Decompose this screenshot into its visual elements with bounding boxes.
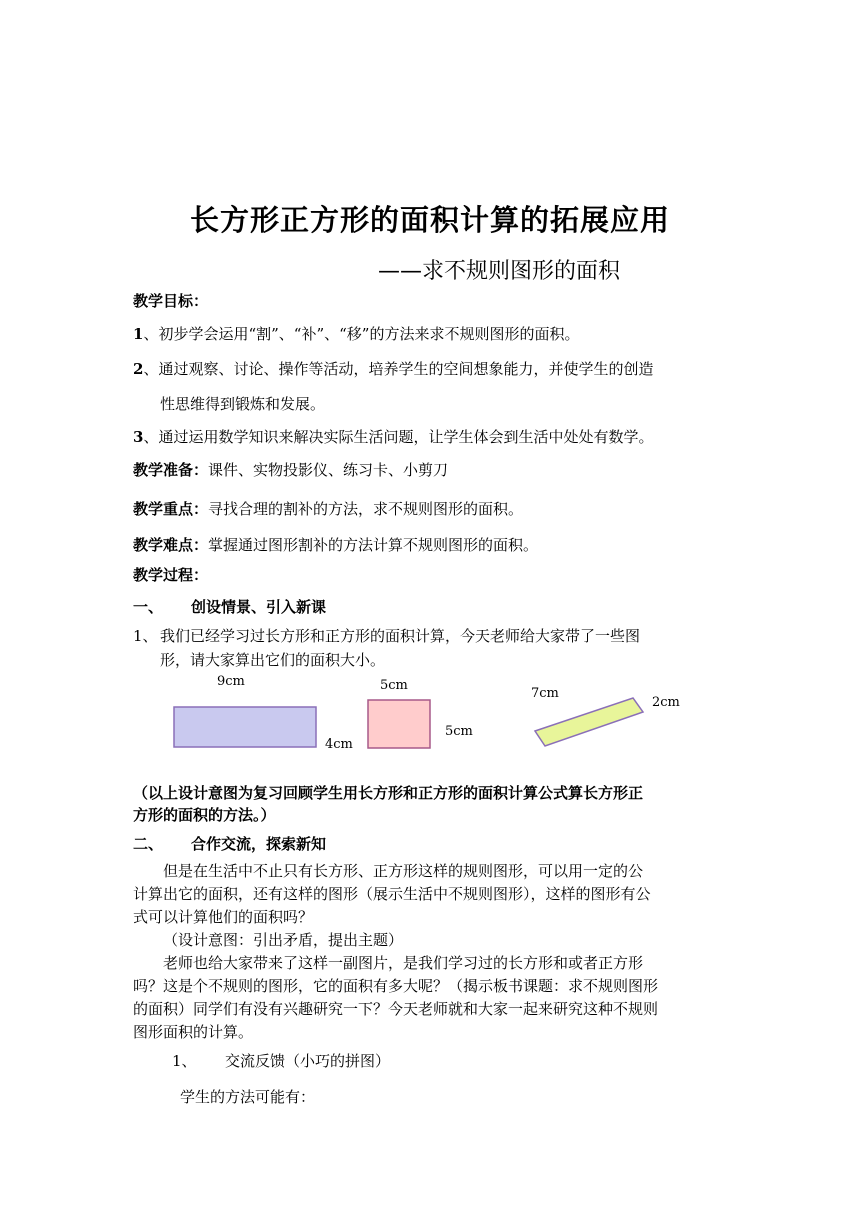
paragraph-1-line: 式可以计算他们的面积吗？ xyxy=(133,908,314,926)
design-note-1-continued: 方形的面积的方法。） xyxy=(133,806,276,824)
prep-text: 课件、实物投影仪、练习卡、小剪刀 xyxy=(208,461,449,479)
methods-line: 学生的方法可能有： xyxy=(180,1088,316,1106)
page-title: 长方形正方形的面积计算的拓展应用 xyxy=(189,203,670,237)
goals-heading: 教学目标： xyxy=(133,292,209,310)
paragraph-2-line: 的面积）同学们有没有兴趣研究一下？今天老师就和大家一起来研究这种不规则 xyxy=(133,1000,659,1018)
section1-item-number: 1、 xyxy=(133,627,158,645)
key-text: 寻找合理的割补的方法，求不规则图形的面积。 xyxy=(208,500,524,518)
section1-number: 一、 xyxy=(133,598,164,616)
section2-number: 二、 xyxy=(133,835,164,853)
goal-text: 、初步学会运用“割”、“补”、“移”的方法来求不规则图形的面积。 xyxy=(143,325,580,343)
subsection-title: 交流反馈（小巧的拼图） xyxy=(225,1052,391,1070)
rectangle-shape xyxy=(174,707,316,747)
process-heading: 教学过程： xyxy=(133,566,209,584)
paragraph-1-line: 但是在生活中不止只有长方形、正方形这样的规则图形，可以用一定的公 xyxy=(163,862,644,880)
page-subtitle: ——求不规则图形的面积 xyxy=(378,259,621,284)
paragraph-2-line: 图形面积的计算。 xyxy=(133,1023,254,1041)
parallelogram-height-label: 2cm xyxy=(652,695,680,710)
parallelogram-width-label: 7cm xyxy=(531,686,559,701)
key-label: 教学重点： xyxy=(133,500,209,518)
goal-text: 、通过运用数学知识来解决实际生活问题，让学生体会到生活中处处有数学。 xyxy=(143,428,654,446)
section1-item-text: 我们已经学习过长方形和正方形的面积计算，今天老师给大家带了一些图 xyxy=(160,627,641,645)
goal-item-2-continued: 性思维得到锻炼和发展。 xyxy=(160,395,326,413)
section2-title: 合作交流，探索新知 xyxy=(191,835,327,853)
section1-title: 创设情景、引入新课 xyxy=(191,598,327,616)
goal-number: 3 xyxy=(133,428,144,446)
rectangle-width-label: 9cm xyxy=(217,674,245,689)
section1-item-text-continued: 形，请大家算出它们的面积大小。 xyxy=(160,651,386,669)
paragraph-1-line: 计算出它的面积，还有这样的图形（展示生活中不规则图形），这样的图形有公 xyxy=(133,885,651,903)
paragraph-2-line: 吗？这是个不规则的图形，它的面积有多大呢？（揭示板书课题：求不规则图形 xyxy=(133,977,659,995)
subsection-number: 1、 xyxy=(172,1052,197,1070)
rectangle-height-label: 4cm xyxy=(325,737,353,752)
square-shape xyxy=(368,700,430,748)
goal-text: 、通过观察、讨论、操作等活动，培养学生的空间想象能力，并使学生的创造 xyxy=(143,360,654,378)
parallelogram-shape xyxy=(535,698,643,746)
goal-number: 2 xyxy=(133,360,144,378)
goal-number: 1 xyxy=(133,325,144,343)
design-note-1: （以上设计意图为复习回顾学生用长方形和正方形的面积计算公式算长方形正 xyxy=(133,784,644,802)
difficulty-text: 掌握通过图形割补的方法计算不规则图形的面积。 xyxy=(208,536,539,554)
square-width-label: 5cm xyxy=(380,678,408,693)
prep-label: 教学准备： xyxy=(133,461,209,479)
design-note-2: （设计意图：引出矛盾，提出主题） xyxy=(163,931,404,949)
square-height-label: 5cm xyxy=(445,724,473,739)
paragraph-2-line: 老师也给大家带来了这样一副图片，是我们学习过的长方形和或者正方形 xyxy=(163,954,644,972)
difficulty-label: 教学难点： xyxy=(133,536,209,554)
